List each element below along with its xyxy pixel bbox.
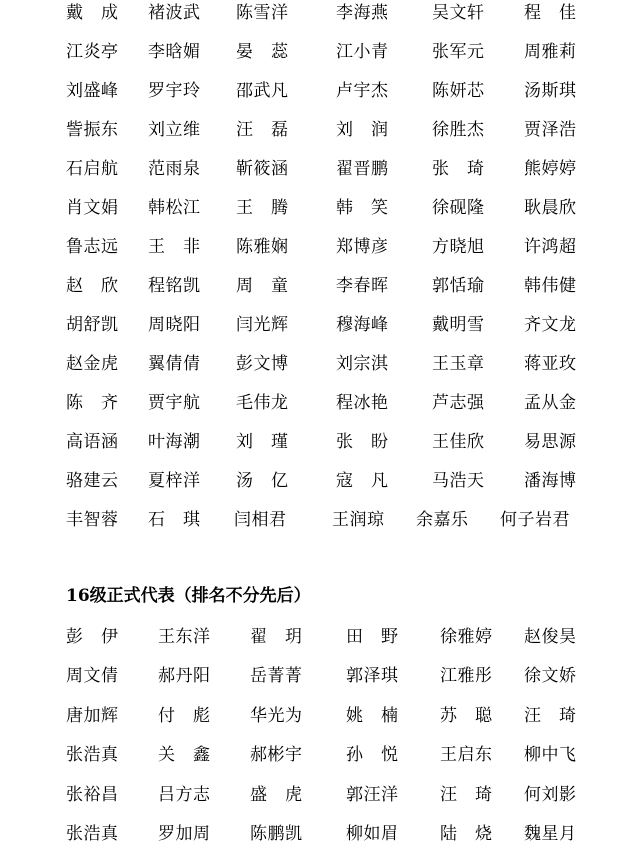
person-name: 范雨泉: [148, 159, 201, 179]
person-name: 赵金虎: [66, 354, 119, 374]
name-row: [0, 705, 642, 744]
person-name: 郝丹阳: [158, 666, 211, 687]
person-name: 蒋亚玫: [524, 354, 577, 374]
person-name: 李春晖: [336, 276, 389, 296]
person-name: 汪 磊: [236, 120, 289, 140]
person-name: 王佳欣: [432, 432, 485, 452]
person-name: 李晗媚: [148, 42, 201, 62]
person-name: 闫相君: [234, 510, 287, 530]
person-name: 孙 悦: [346, 745, 399, 766]
person-name: 陈雪洋: [236, 3, 289, 23]
person-name: 叶海潮: [148, 432, 201, 452]
person-name: 郭汪洋: [346, 784, 399, 805]
person-name: 刘 润: [336, 120, 389, 140]
person-name: 张浩真: [66, 824, 119, 844]
person-name: 耿晨欣: [524, 198, 577, 218]
name-row: [0, 665, 642, 704]
person-name: 许鸿超: [524, 237, 577, 257]
person-name: 贾宇航: [148, 393, 201, 413]
name-row: [0, 823, 642, 862]
person-name: 汤 亿: [236, 471, 289, 491]
person-name: 柳中飞: [524, 745, 577, 766]
person-name: 汤斯琪: [524, 81, 577, 101]
person-name: 寇 凡: [336, 471, 389, 491]
person-name: 陈鹏凯: [250, 824, 303, 844]
person-name: 王 腾: [236, 198, 289, 218]
person-name: 潘海博: [524, 471, 577, 491]
person-name: 唐加辉: [66, 705, 119, 726]
person-name: 芦志强: [432, 393, 485, 413]
person-name: 王启东: [440, 745, 493, 766]
person-name: 韩伟健: [524, 276, 577, 296]
name-row: [0, 275, 642, 314]
person-name: 周晓阳: [148, 315, 201, 335]
name-row: [0, 80, 642, 119]
person-name: 石 琪: [148, 510, 201, 530]
person-name: 骆建云: [66, 471, 119, 491]
person-name: 程冰艳: [336, 393, 389, 413]
person-name: 徐砚隆: [432, 198, 485, 218]
person-name: 刘盛峰: [66, 81, 119, 101]
person-name: 苏 聪: [440, 705, 493, 726]
person-name: 翟 玥: [250, 627, 303, 647]
person-name: 彭文博: [236, 354, 289, 374]
person-name: 赵俊昊: [524, 627, 577, 647]
person-name: 徐胜杰: [432, 120, 485, 140]
person-name: 邵武凡: [236, 81, 289, 101]
person-name: 刘宗淇: [336, 354, 389, 374]
person-name: 关 鑫: [158, 745, 211, 766]
person-name: 褚波武: [148, 3, 201, 23]
person-name: 方晓旭: [432, 237, 485, 257]
name-row: [0, 158, 642, 197]
person-name: 徐雅婷: [440, 627, 493, 647]
name-row: [0, 509, 642, 548]
name-row: [0, 41, 642, 80]
person-name: 周文倩: [66, 666, 119, 687]
name-row: [0, 392, 642, 431]
name-row: [0, 470, 642, 509]
name-row: [0, 236, 642, 275]
person-name: 卢宇杰: [336, 81, 389, 101]
person-name: 周 童: [236, 276, 289, 296]
person-name: 晏 蕊: [236, 42, 289, 62]
person-name: 戴 成: [66, 3, 119, 23]
person-name: 江雅彤: [440, 666, 493, 687]
person-name: 余嘉乐: [416, 510, 469, 530]
person-name: 王玉章: [432, 354, 485, 374]
person-name: 李海燕: [336, 3, 389, 23]
person-name: 张 盼: [336, 432, 389, 452]
person-name: 程铭凯: [148, 276, 201, 296]
name-row: [0, 626, 642, 665]
person-name: 韩 笑: [336, 198, 389, 218]
person-name: 岳菁菁: [250, 666, 303, 687]
person-name: 戴明雪: [432, 315, 485, 335]
person-name: 周雅莉: [524, 42, 577, 62]
person-name: 熊婷婷: [524, 159, 577, 179]
name-row: [0, 353, 642, 392]
person-name: 何刘影: [524, 784, 577, 805]
person-name: 陆 烧: [440, 824, 493, 844]
name-row: [0, 784, 642, 823]
person-name: 彭 伊: [66, 627, 119, 647]
name-row: [0, 119, 642, 158]
person-name: 郭泽琪: [346, 666, 399, 687]
person-name: 高语涵: [66, 432, 119, 452]
person-name: 穆海峰: [336, 315, 389, 335]
person-name: 夏梓洋: [148, 471, 201, 491]
person-name: 肖文娟: [66, 198, 119, 218]
person-name: 张裕昌: [66, 784, 119, 805]
person-name: 訾振东: [66, 120, 119, 140]
person-name: 胡舒凯: [66, 315, 119, 335]
person-name: 郝彬宇: [250, 745, 303, 766]
person-name: 翟晋鹏: [336, 159, 389, 179]
person-name: 翼倩倩: [148, 354, 201, 374]
person-name: 吕方志: [158, 784, 211, 805]
person-name: 汪 琦: [440, 784, 493, 805]
person-name: 王东洋: [158, 627, 211, 647]
section-heading: 16级正式代表（排名不分先后）: [66, 586, 311, 606]
person-name: 鲁志远: [66, 237, 119, 257]
person-name: 罗加周: [158, 824, 211, 844]
person-name: 刘立维: [148, 120, 201, 140]
person-name: 贾泽浩: [524, 120, 577, 140]
person-name: 王 非: [148, 237, 201, 257]
person-name: 江小青: [336, 42, 389, 62]
person-name: 张军元: [432, 42, 485, 62]
person-name: 王润琼: [332, 510, 385, 530]
person-name: 郑博彦: [336, 237, 389, 257]
name-row: [0, 197, 642, 236]
person-name: 毛伟龙: [236, 393, 289, 413]
person-name: 何子岩君: [500, 510, 570, 530]
person-name: 付 彪: [158, 705, 211, 726]
person-name: 吴文轩: [432, 3, 485, 23]
name-row: [0, 431, 642, 470]
person-name: 华光为: [250, 705, 303, 726]
person-name: 徐文娇: [524, 666, 577, 687]
person-name: 盛 虎: [250, 784, 303, 805]
person-name: 石启航: [66, 159, 119, 179]
person-name: 汪 琦: [524, 705, 577, 726]
person-name: 丰智蓉: [66, 510, 119, 530]
person-name: 柳如眉: [346, 824, 399, 844]
person-name: 罗宇玲: [148, 81, 201, 101]
person-name: 陈雅娴: [236, 237, 289, 257]
person-name: 魏星月: [524, 824, 577, 844]
person-name: 陈妍芯: [432, 81, 485, 101]
person-name: 郭恬瑜: [432, 276, 485, 296]
person-name: 田 野: [346, 627, 399, 647]
person-name: 赵 欣: [66, 276, 119, 296]
person-name: 陈 齐: [66, 393, 119, 413]
person-name: 齐文龙: [524, 315, 577, 335]
person-name: 程 佳: [524, 3, 577, 23]
name-row: [0, 744, 642, 783]
person-name: 江炎亭: [66, 42, 119, 62]
person-name: 靳筱涵: [236, 159, 289, 179]
person-name: 韩松江: [148, 198, 201, 218]
person-name: 闫光辉: [236, 315, 289, 335]
person-name: 孟从金: [524, 393, 577, 413]
person-name: 张 琦: [432, 159, 485, 179]
person-name: 姚 楠: [346, 705, 399, 726]
person-name: 刘 瑾: [236, 432, 289, 452]
person-name: 张浩真: [66, 745, 119, 766]
person-name: 马浩天: [432, 471, 485, 491]
person-name: 易思源: [524, 432, 577, 452]
name-row: [0, 314, 642, 353]
name-row: [0, 2, 642, 41]
